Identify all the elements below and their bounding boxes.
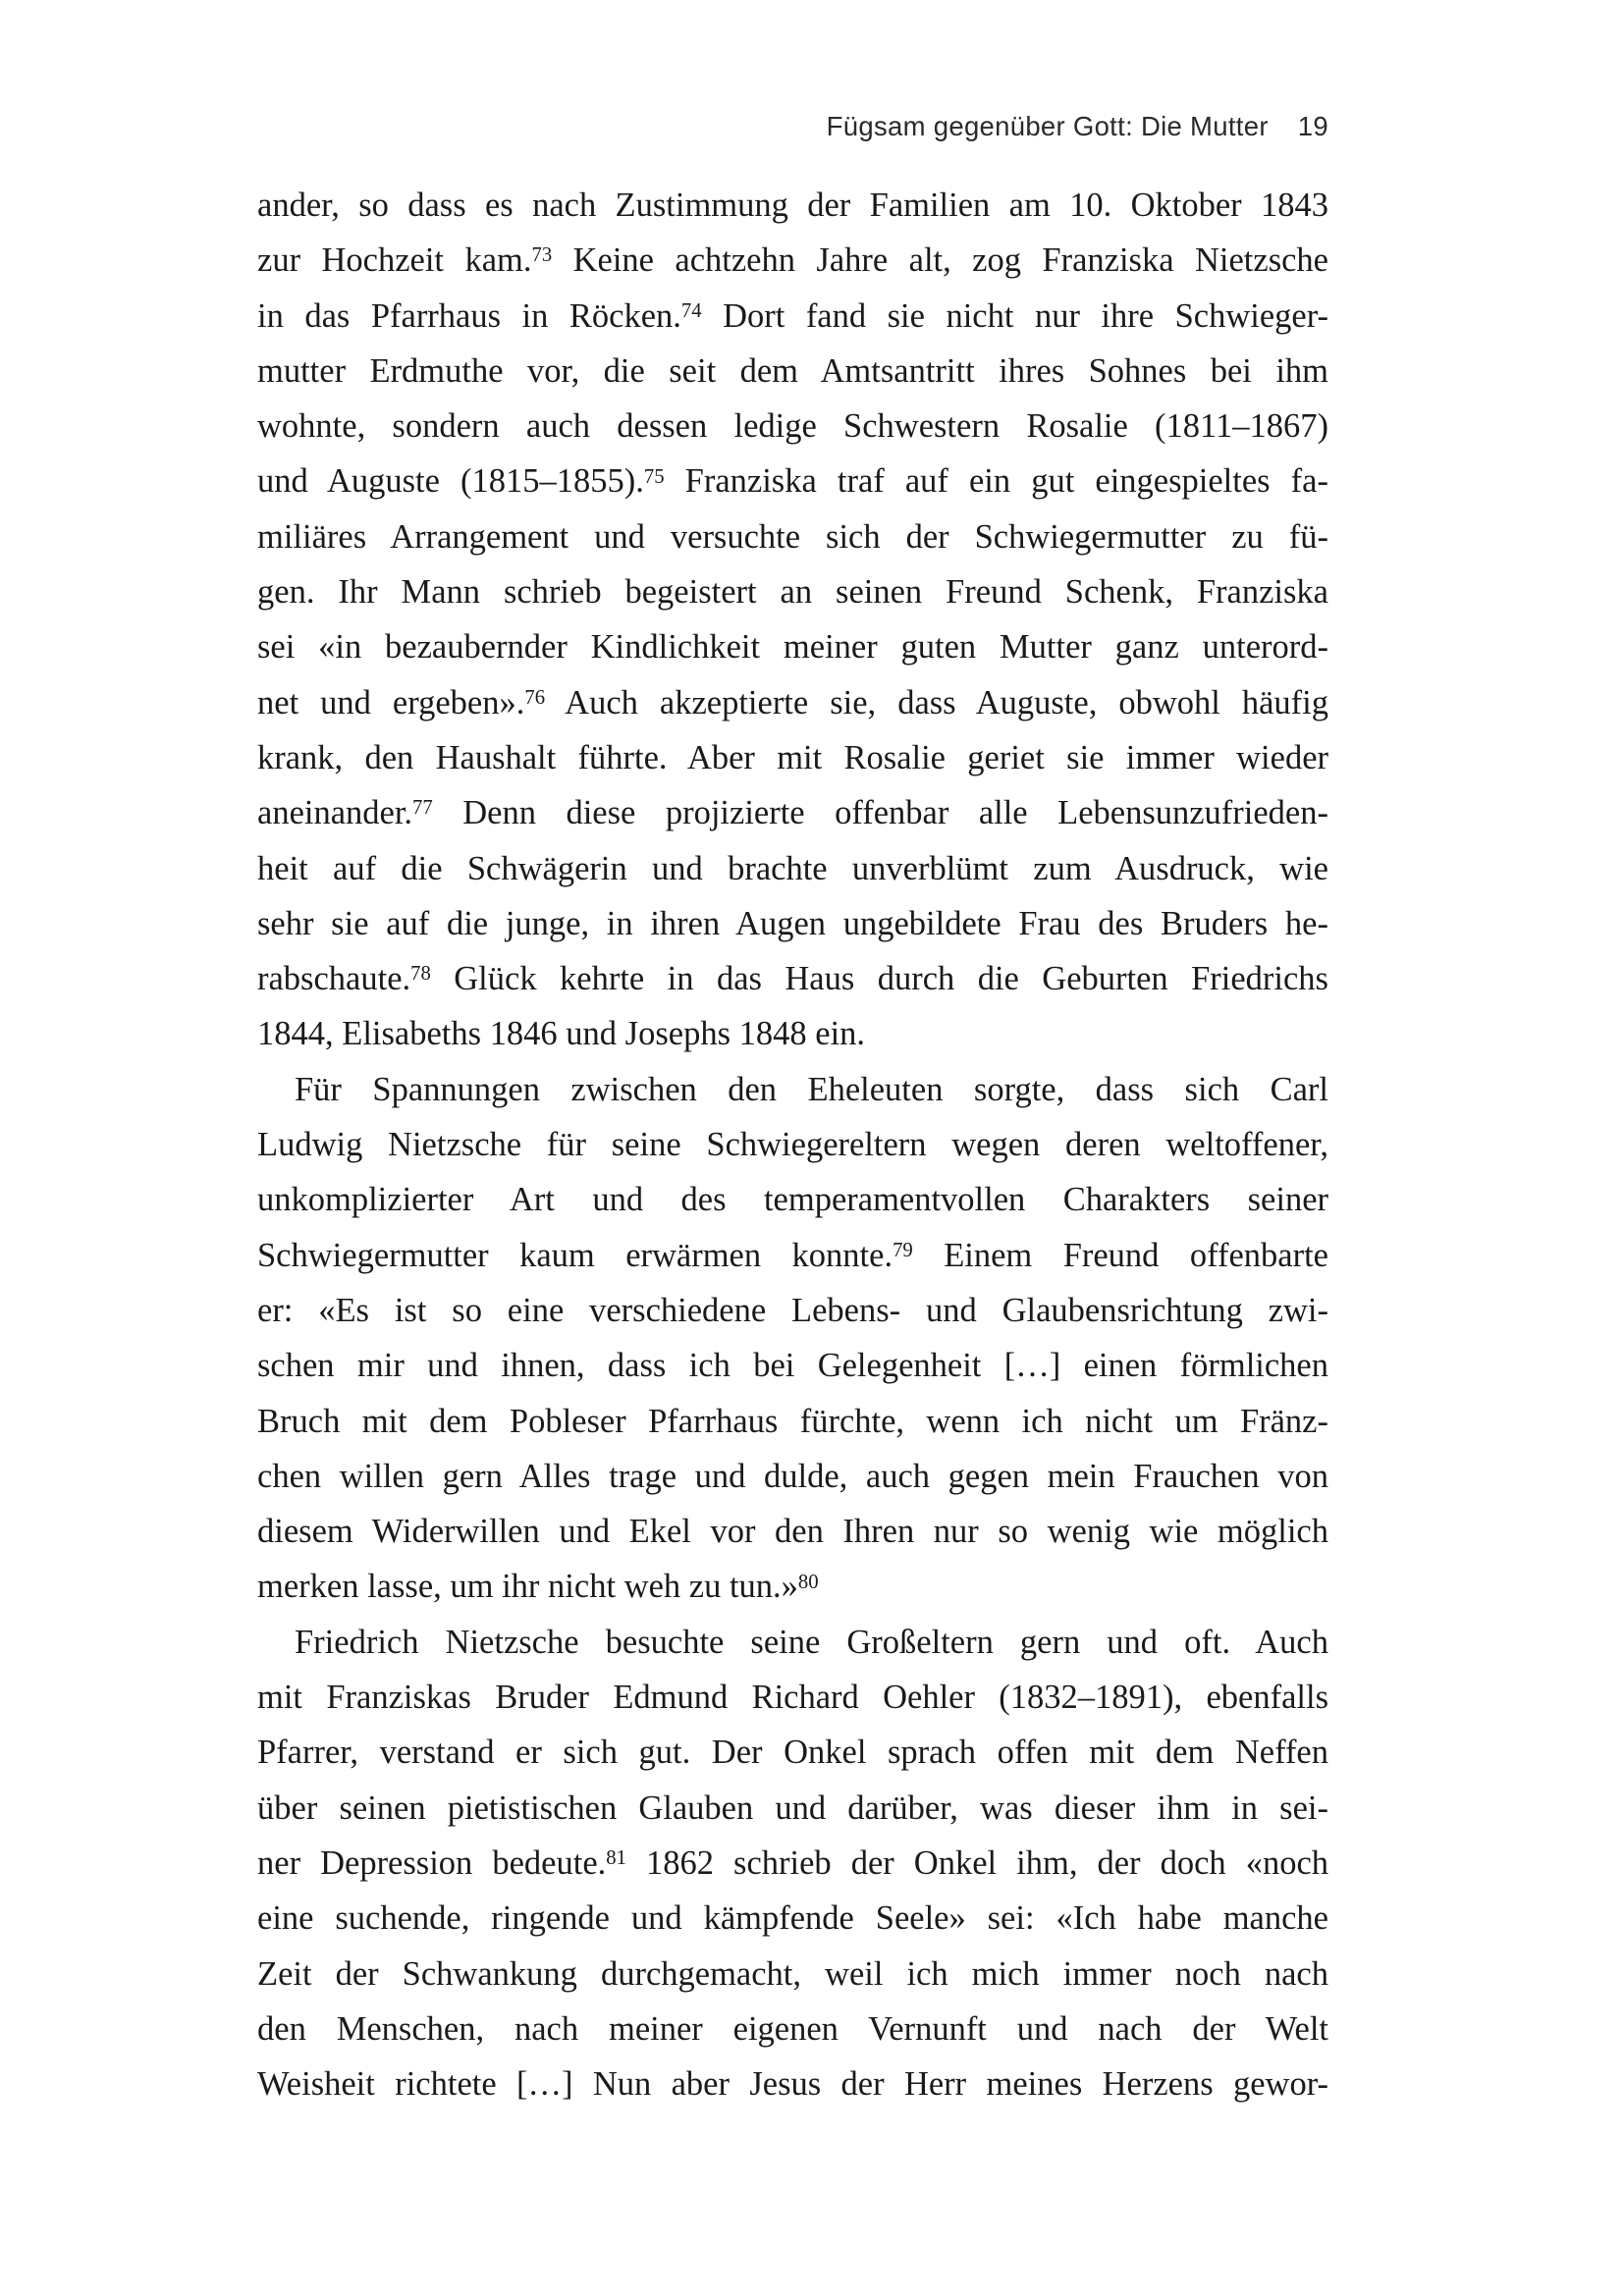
text-line xyxy=(257,399,1328,454)
text-line xyxy=(257,1172,1328,1227)
text-line-content: Schwiegermutter kaum erwärmen konnte.$^{79}$ Einem Freund offenbarte xyxy=(257,1236,1328,1274)
text-line xyxy=(257,1504,1328,1559)
text-line xyxy=(257,233,1328,288)
text-line xyxy=(257,1117,1328,1172)
text-line-content: unkomplizierter Art und des temperamentvollen Charakters seiner xyxy=(257,1181,1328,1219)
text-line-content: Ludwig Nietzsche für seine Schwiegereltern wegen deren weltoffener, xyxy=(257,1126,1328,1164)
footnote-ref: 76 xyxy=(524,686,546,709)
text-line-content: Zeit der Schwankung durchgemacht, weil ich mich immer noch nach xyxy=(257,1954,1328,1993)
text-line-content: krank, den Haushalt führte. Aber mit Rosalie geriet sie immer wieder xyxy=(257,738,1328,776)
text-line-content: Friedrich Nietzsche besuchte seine Großeltern gern und oft. Auch xyxy=(295,1623,1328,1661)
text-line-content: Weisheit richtete […] Nun aber Jesus der Herr meines Herzens gewor- xyxy=(257,2065,1328,2104)
text-line xyxy=(257,1615,1328,1670)
text-line-content: heit auf die Schwägerin und brachte unverblümt zum Ausdruck, wie xyxy=(257,849,1328,887)
text-line-content: diesem Widerwillen und Ekel vor den Ihren nur so wenig wie möglich xyxy=(257,1513,1328,1551)
text-line xyxy=(257,1947,1328,2002)
text-line xyxy=(257,1228,1328,1283)
text-line-content: Bruch mit dem Pobleser Pfarrhaus fürchte, wenn ich nicht um Fränz- xyxy=(257,1402,1328,1440)
text-line xyxy=(257,896,1328,951)
text-line xyxy=(257,1670,1328,1725)
text-line-content: merken lasse, um ihr nicht weh zu tun.»$^{80}$ xyxy=(257,1568,819,1606)
text-line-content: sehr sie auf die junge, in ihren Augen ungebildete Frau des Bruders he- xyxy=(257,904,1328,942)
text-line xyxy=(257,178,1328,233)
text-line-content: chen willen gern Alles trage und dulde, auch gegen mein Frauchen von xyxy=(257,1457,1328,1495)
text-line xyxy=(257,344,1328,399)
chapter-title: Fügsam gegenüber Gott: Die Mutter xyxy=(826,111,1269,141)
text-line xyxy=(257,2002,1328,2056)
paragraph xyxy=(257,1062,1328,1615)
text-line-content: Pfarrer, verstand er sich gut. Der Onkel sprach offen mit dem Neffen xyxy=(257,1734,1328,1772)
text-line-content: zur Hochzeit kam.$^{73}$ Keine achtzehn Jahre alt, zog Franziska Nietzsche xyxy=(257,241,1328,280)
footnote-ref: 77 xyxy=(412,797,433,820)
text-line xyxy=(257,619,1328,674)
text-line xyxy=(257,1891,1328,1946)
text-line-content: sei «in bezaubernder Kindlichkeit meiner guten Mutter ganz unterord- xyxy=(257,628,1328,667)
text-line xyxy=(257,1006,1328,1061)
text-line xyxy=(257,289,1328,344)
text-line-content: 1844, Elisabeths 1846 und Josephs 1848 ein. xyxy=(257,1015,866,1053)
text-line xyxy=(257,1062,1328,1117)
paragraph xyxy=(257,178,1328,1062)
text-line xyxy=(257,1338,1328,1393)
text-line xyxy=(257,509,1328,564)
footnote-ref: 73 xyxy=(531,244,553,267)
text-line-content: gen. Ihr Mann schrieb begeistert an seinen Freund Schenk, Franziska xyxy=(257,573,1328,612)
text-line-content: aneinander.$^{77}$ Denn diese projizierte offenbar alle Lebensunzufrieden- xyxy=(257,794,1328,832)
text-line-content: Für Spannungen zwischen den Eheleuten sorgte, dass sich Carl xyxy=(295,1070,1328,1108)
page-number: 19 xyxy=(1297,111,1328,141)
text-line-content: mit Franziskas Bruder Edmund Richard Oehler (1832–1891), ebenfalls xyxy=(257,1679,1328,1717)
footnote-ref: 81 xyxy=(606,1846,626,1869)
text-line-content: ner Depression bedeute.$^{81}$ 1862 schrieb der Onkel ihm, der doch «noch xyxy=(257,1843,1329,1882)
text-line-content: und Auguste (1815–1855).$^{75}$ Franziska traf auf ein gut eingespieltes fa- xyxy=(257,462,1328,501)
paragraph xyxy=(257,1615,1328,2112)
text-line-content: schen mir und ihnen, dass ich bei Gelegenheit […] einen förmlichen xyxy=(257,1347,1328,1385)
text-line-content: mutter Erdmuthe vor, die seit dem Amtsantritt ihres Sohnes bei ihm xyxy=(257,351,1328,390)
text-line-content: eine suchende, ringende und kämpfende Seele» sei: «Ich habe manche xyxy=(257,1899,1328,1938)
text-line-content: über seinen pietistischen Glauben und darüber, was dieser ihm in sei- xyxy=(257,1789,1328,1827)
body-text xyxy=(257,178,1328,2111)
text-line-content: miliäres Arrangement und versuchte sich der Schwiegermutter zu fü- xyxy=(257,517,1328,556)
text-line xyxy=(257,841,1328,896)
text-line xyxy=(257,2056,1328,2111)
text-line xyxy=(257,951,1328,1006)
text-line xyxy=(257,785,1328,840)
footnote-ref: 80 xyxy=(797,1571,819,1593)
text-line xyxy=(257,1394,1328,1449)
footnote-ref: 74 xyxy=(680,299,702,322)
text-line xyxy=(257,675,1328,730)
text-line xyxy=(257,564,1328,619)
text-line-content: er: «Es ist so eine verschiedene Lebens- und Glaubensrichtung zwi- xyxy=(257,1291,1328,1329)
footnote-ref: 78 xyxy=(410,963,431,986)
text-line-content: ander, so dass es nach Zustimmung der Familien am 10. Oktober 1843 xyxy=(257,187,1328,224)
text-line-content: in das Pfarrhaus in Röcken.$^{74}$ Dort fand sie nicht nur ihre Schwieger- xyxy=(257,296,1328,335)
text-line xyxy=(257,454,1328,508)
text-line xyxy=(257,1836,1328,1891)
text-line xyxy=(257,1283,1328,1338)
text-line xyxy=(257,1725,1328,1780)
footnote-ref: 79 xyxy=(893,1239,913,1261)
text-line-content: net und ergeben».$^{76}$ Auch akzeptierte sie, dass Auguste, obwohl häufig xyxy=(257,683,1328,721)
text-line xyxy=(257,730,1328,785)
text-line-content: rabschaute.$^{78}$ Glück kehrte in das Haus durch die Geburten Friedrichs xyxy=(257,960,1328,998)
footnote-ref: 75 xyxy=(643,465,665,488)
text-line-content: den Menschen, nach meiner eigenen Vernunft und nach der Welt xyxy=(257,2009,1328,2048)
text-line xyxy=(257,1559,1328,1614)
text-line-content: wohnte, sondern auch dessen ledige Schwestern Rosalie (1811–1867) xyxy=(257,407,1328,446)
text-line xyxy=(257,1449,1328,1504)
text-line xyxy=(257,1781,1328,1836)
running-header xyxy=(257,110,1328,143)
